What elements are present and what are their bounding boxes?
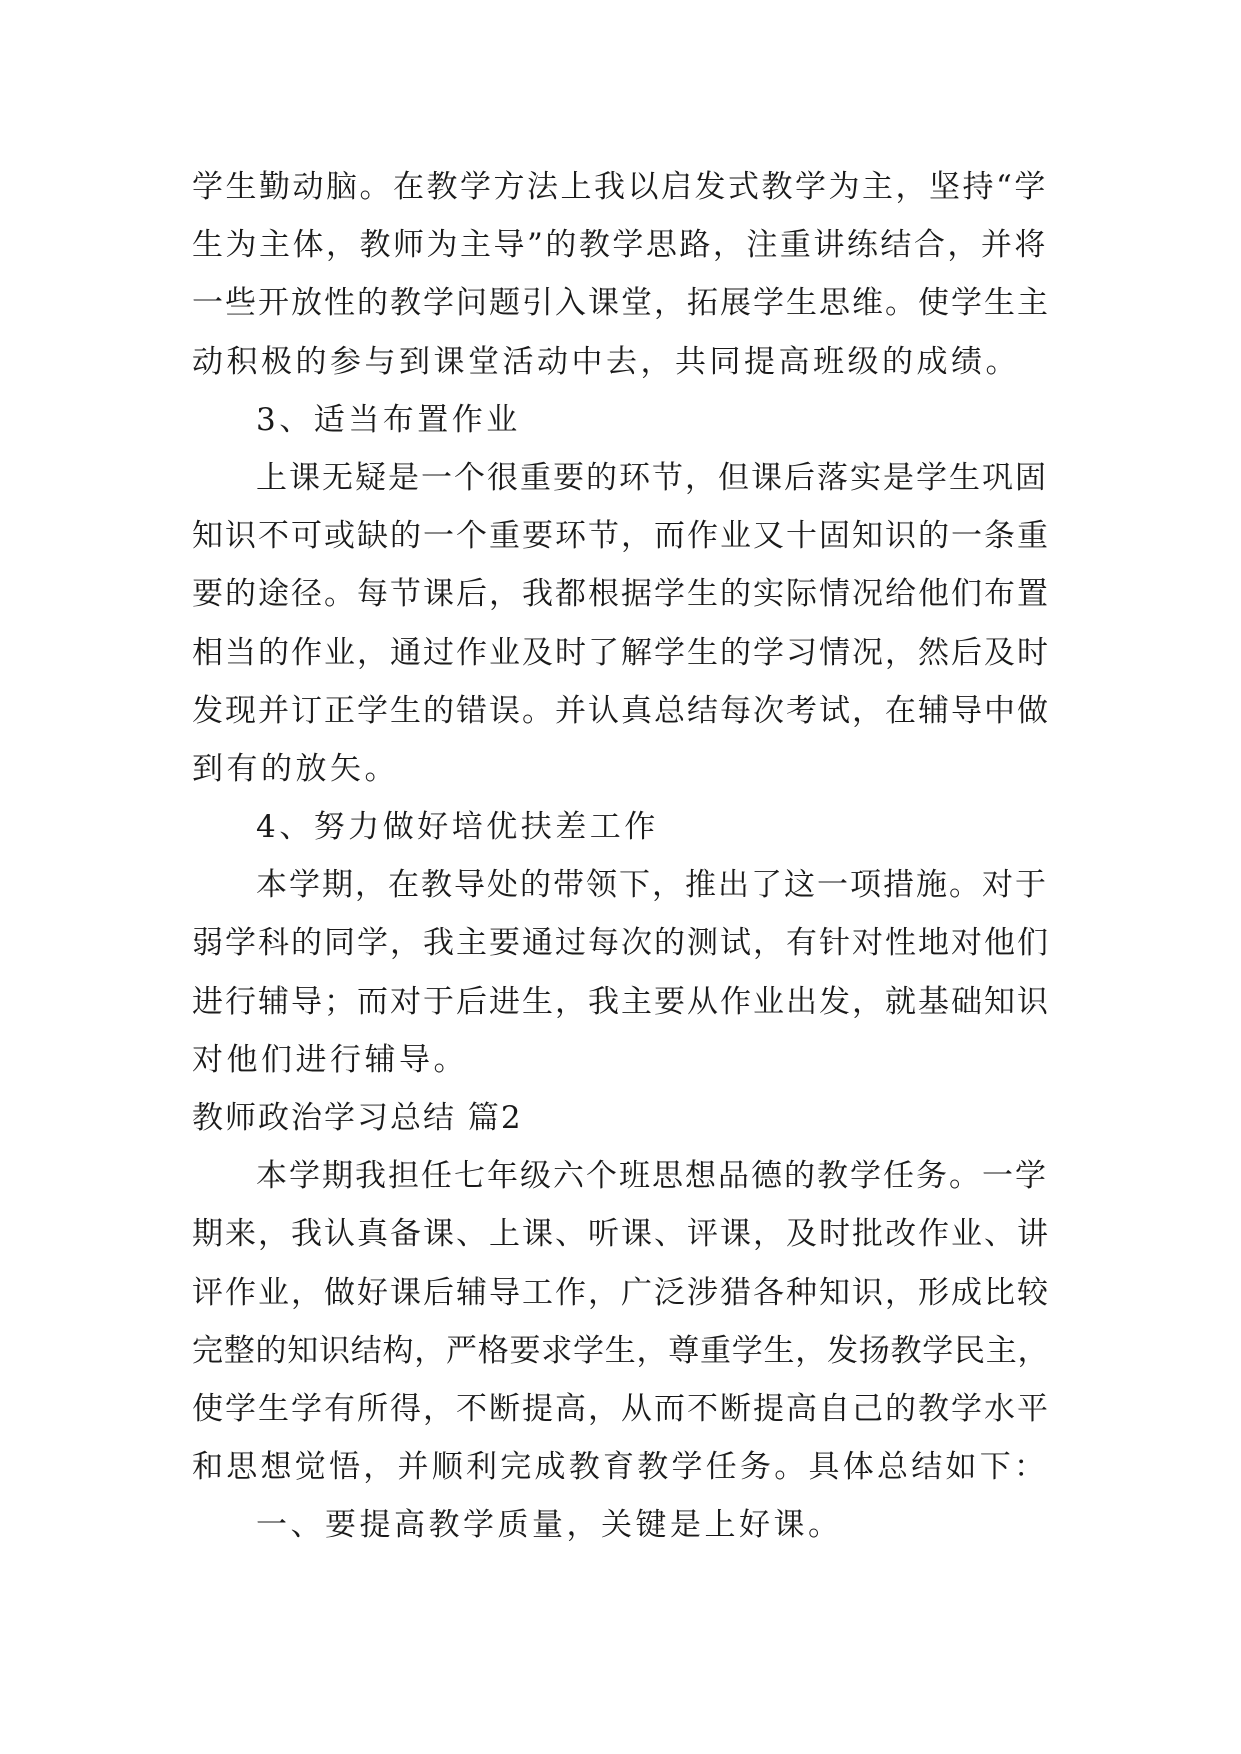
text-line: 生为主体，教师为主导”的教学思路，注重讲练结合，并将 — [192, 227, 1048, 264]
text-line: 一些开放性的教学问题引入课堂，拓展学生思维。使学生主 — [192, 285, 1050, 322]
text-line: 知识不可或缺的一个重要环节，而作业又十固知识的一条重 — [192, 518, 1050, 555]
text-line: 3、适当布置作业 — [256, 401, 521, 438]
text-line: 到有的放矢。 — [192, 750, 399, 787]
text-line: 4、努力做好培优扶差工作 — [256, 809, 659, 846]
text-line: 一、要提高教学质量，关键是上好课。 — [256, 1507, 843, 1544]
text-line: 本学期我担任七年级六个班思想品德的教学任务。一学 — [256, 1158, 1048, 1195]
text-line: 发现并订正学生的错误。并认真总结每次考试，在辅导中做 — [192, 692, 1050, 729]
text-line: 进行辅导；而对于后进生，我主要从作业出发，就基础知识 — [192, 983, 1050, 1020]
text-line: 评作业，做好课后辅导工作，广泛涉猎各种知识，形成比较 — [192, 1274, 1050, 1311]
text-line: 对他们进行辅导。 — [192, 1041, 468, 1078]
document-body — [192, 158, 1052, 1555]
text-line: 和思想觉悟，并顺利完成教育教学任务。具体总结如下： — [192, 1449, 1049, 1486]
text-line: 本学期，在教导处的带领下，推出了这一项措施。对于 — [256, 867, 1048, 904]
text-line: 使学生学有所得，不断提高，从而不断提高自己的教学水平 — [192, 1390, 1050, 1427]
section-heading: 教师政治学习总结 篇2 — [192, 1100, 523, 1136]
text-line: 相当的作业，通过作业及时了解学生的学习情况，然后及时 — [192, 634, 1050, 671]
text-line: 完整的知识结构，严格要求学生，尊重学生，发扬教学民主， — [192, 1332, 1050, 1369]
text-line: 弱学科的同学，我主要通过每次的测试，有针对性地对他们 — [192, 925, 1050, 962]
text-line: 学生勤动脑。在教学方法上我以启发式教学为主，坚持“学 — [192, 169, 1048, 205]
text-line: 上课无疑是一个很重要的环节，但课后落实是学生巩固 — [256, 459, 1048, 496]
text-line: 期来，我认真备课、上课、听课、评课，及时批改作业、讲 — [192, 1216, 1050, 1253]
text-line: 要的途径。每节课后，我都根据学生的实际情况给他们布置 — [192, 576, 1050, 613]
text-line: 动积极的参与到课堂活动中去，共同提高班级的成绩。 — [192, 343, 1020, 380]
